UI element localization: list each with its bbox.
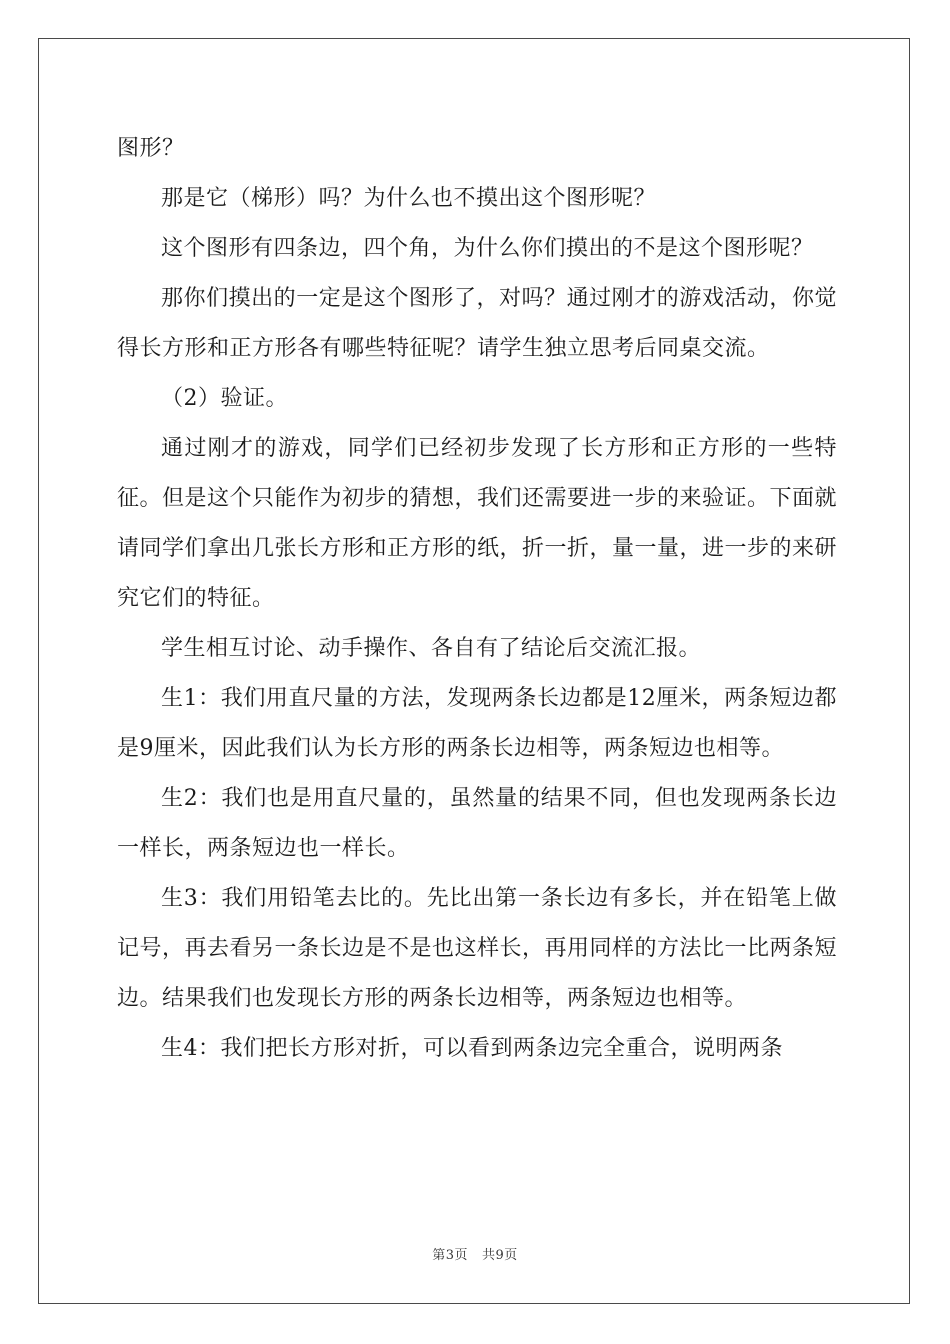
paragraph: 生3：我们用铅笔去比的。先比出第一条长边有多长，并在铅笔上做记号，再去看另一条长边是不是也这样长，再用同样的方法比一比两条短边。结果我们也发现长方形的两条长边相等，两条短边也相等。 (117, 886, 838, 1011)
page-footer (0, 1244, 950, 1263)
paragraph: 通过刚才的游戏，同学们已经初步发现了长方形和正方形的一些特征。但是这个只能作为初步的猜想，我们还需要进一步的来验证。下面就请同学们拿出几张长方形和正方形的纸，折一折，量一量，进一步的来研究它们的特征。 (117, 436, 838, 611)
section-heading: （2）验证。 (161, 386, 288, 411)
paragraph: 生2：我们也是用直尺量的，虽然量的结果不同，但也发现两条长边一样长，两条短边也一样长。 (117, 786, 837, 861)
paragraph: 那是它（梯形）吗？为什么也不摸出这个图形呢？ (161, 186, 657, 211)
paragraph: 那你们摸出的一定是这个图形了，对吗？通过刚才的游戏活动，你觉得长方形和正方形各有哪些特征呢？请学生独立思考后同桌交流。 (117, 286, 837, 361)
paragraph: 学生相互讨论、动手操作、各自有了结论后交流汇报。 (161, 636, 702, 661)
paragraph: 生4：我们把长方形对折，可以看到两条边完全重合，说明两条 (161, 1036, 783, 1061)
paragraph-continuation: 图形？ (117, 136, 185, 161)
paragraph: 生1：我们用直尺量的方法，发现两条长边都是12厘米，两条短边都是9厘米，因此我们认为长方形的两条长边相等，两条短边也相等。 (117, 686, 837, 761)
paragraph: 这个图形有四条边，四个角，为什么你们摸出的不是这个图形呢？ (161, 236, 814, 261)
page-number: 第3页 (432, 1248, 468, 1263)
document-body (117, 124, 837, 1074)
page-total: 共9页 (482, 1248, 518, 1263)
